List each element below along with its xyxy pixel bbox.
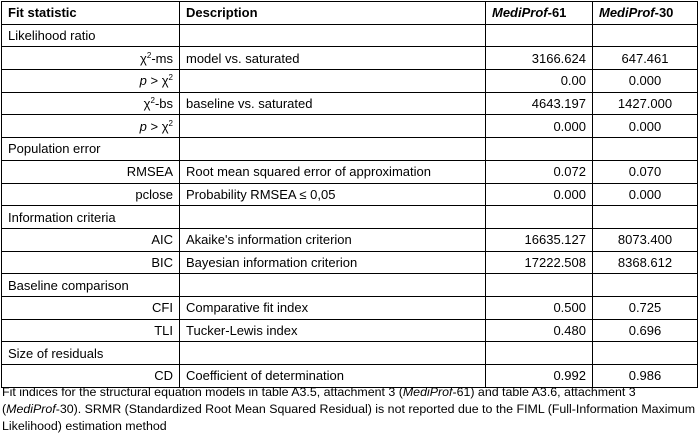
table-row (2, 183, 698, 206)
group-information-criteria: Information criteria (2, 206, 180, 229)
table-row (2, 92, 698, 115)
label-p-chi2-ms: $p > \chi^2$ (2, 70, 180, 93)
desc-chi2-bs: baseline vs. saturated (180, 92, 486, 115)
table-header-row (2, 2, 698, 25)
value-tli-61: 0.480 (486, 319, 593, 342)
label-rmsea: RMSEA (2, 160, 180, 183)
label-bic: BIC (2, 251, 180, 274)
table-row (2, 24, 698, 47)
header-mediprof-61-suffix: -61 (547, 5, 567, 21)
label-chi2-bs: $\chi^2-bs$ (2, 92, 180, 115)
value-cd-30: 0.986 (593, 365, 698, 388)
table-row (2, 206, 698, 229)
header-mediprof-30-suffix: -30 (654, 5, 674, 21)
value-cfi-61: 0.500 (486, 296, 593, 319)
table-row (2, 70, 698, 93)
value-chi2-ms-30: 647.461 (593, 47, 698, 70)
desc-tli: Tucker-Lewis index (180, 319, 486, 342)
header-description: Description (180, 2, 486, 25)
value-chi2-bs-61: 4643.197 (486, 92, 593, 115)
group-baseline-comparison: Baseline comparison (2, 274, 180, 297)
table-row (2, 342, 698, 365)
value-aic-30: 8073.400 (593, 228, 698, 251)
label-chi2-ms: $\chi^2-ms$ (2, 47, 180, 70)
desc-pclose: Probability RMSEA ≤ 0,05 (180, 183, 486, 206)
value-rmsea-61: 0.072 (486, 160, 593, 183)
value-bic-61: 17222.508 (486, 251, 593, 274)
desc-chi2-ms: model vs. saturated (180, 47, 486, 70)
table-row (2, 115, 698, 138)
value-pclose-30: 0.000 (593, 183, 698, 206)
value-p-chi2-ms-30: 0.000 (593, 70, 698, 93)
value-chi2-bs-30: 1427.000 (593, 92, 698, 115)
group-likelihood-ratio: Likelihood ratio (2, 24, 180, 47)
table-row (2, 274, 698, 297)
group-population-error: Population error (2, 138, 180, 161)
value-cd-61: 0.992 (486, 365, 593, 388)
header-mediprof-61-name: MediProf (492, 5, 548, 21)
table-row (2, 138, 698, 161)
value-bic-30: 8368.612 (593, 251, 698, 274)
label-cfi: CFI (2, 296, 180, 319)
label-p-chi2-bs: $p > \chi^2$ (2, 115, 180, 138)
value-p-chi2-ms-61: 0.00 (486, 70, 593, 93)
desc-cd: Coefficient of determination (180, 365, 486, 388)
table-row (2, 160, 698, 183)
value-p-chi2-bs-30: 0.000 (593, 115, 698, 138)
label-cd: CD (2, 365, 180, 388)
value-cfi-30: 0.725 (593, 296, 698, 319)
table-row (2, 228, 698, 251)
header-fit-statistic: Fit statistic (2, 2, 180, 25)
desc-aic: Akaike's information criterion (180, 228, 486, 251)
header-mediprof-30-name: MediProf (599, 5, 655, 21)
table-caption: Fit indices for the structural equation models in table A3.5, attachment 3 (MediProf-61) and table A3.6, attachment 3 (MediProf-30). SRMR (Standardized Root Mean Squared Residual) is not reported due to the FIML (Full-Information Maximum Likelihood) estimation method (2, 385, 696, 433)
fit-statistics-table (1, 1, 698, 388)
desc-bic: Bayesian information criterion (180, 251, 486, 274)
table-row (2, 251, 698, 274)
value-aic-61: 16635.127 (486, 228, 593, 251)
value-tli-30: 0.696 (593, 319, 698, 342)
value-chi2-ms-61: 3166.624 (486, 47, 593, 70)
table-row (2, 319, 698, 342)
header-mediprof-30 (593, 2, 698, 25)
label-tli: TLI (2, 319, 180, 342)
value-pclose-61: 0.000 (486, 183, 593, 206)
header-mediprof-61 (486, 2, 593, 25)
desc-rmsea: Root mean squared error of approximation (180, 160, 486, 183)
group-size-of-residuals: Size of residuals (2, 342, 180, 365)
label-aic: AIC (2, 228, 180, 251)
label-pclose: pclose (2, 183, 180, 206)
table-row (2, 47, 698, 70)
value-p-chi2-bs-61: 0.000 (486, 115, 593, 138)
desc-cfi: Comparative fit index (180, 296, 486, 319)
table-row (2, 296, 698, 319)
value-rmsea-30: 0.070 (593, 160, 698, 183)
